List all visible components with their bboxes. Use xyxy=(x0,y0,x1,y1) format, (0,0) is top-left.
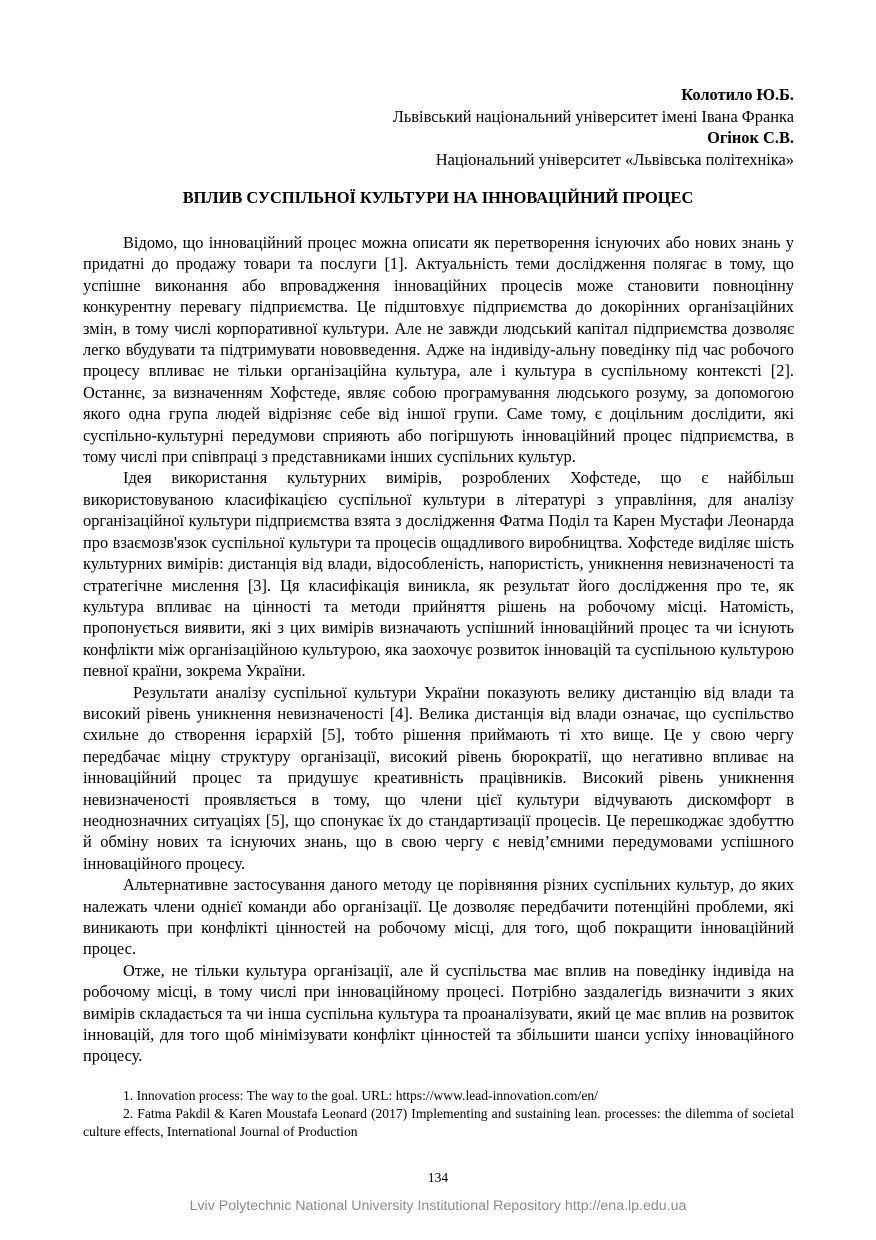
paragraph: Отже, не тільки культура організації, але й суспільства має вплив на поведінку індивіда на робочому місці, в тому числі при інноваційному процесі. Потрібно заздалегідь визначити з яких вимірів складається та чи інша суспільна культура та проаналізувати, який це має вплив на розвиток інновацій, для того щоб мінімізувати конфлікт цінностей та збільшити шанси успіху інноваційного процесу. xyxy=(83,960,794,1066)
author-affiliation: Львівський національний університет імені Івана Франка xyxy=(392,106,794,126)
reference-list xyxy=(83,1087,794,1141)
paragraph: Ідея використання культурних вимірів, розроблених Хофстеде, що є найбільш використовуваною класифікацією суспільної культури в літературі з управління, для аналізу організаційної культури підприємства взята з дослідження Фатма Поділ та Карен Мустафи Леонарда про взаємозв'язок суспільної культури та процесів ощадливого виробництва. Хофстеде виділяє шість культурних вимірів: дистанція від влади, відособленість, напористість, уникнення невизначеності та стратегічне мислення [3]. Ця класифікація виникла, як результат його дослідження про те, як культура впливає на цінності та методи прийняття рішень на робочому місці. Натомість, пропонується виявити, які з цих вимірів визначають успішний інноваційний процес та чи існують конфлікти між організаційною культурою, яка заохочує розвиток інновацій та суспільною культурою певної країни, зокрема України. xyxy=(83,468,794,681)
author-affiliation: Національний університет «Львівська політехніка» xyxy=(435,149,794,169)
page-number: 134 xyxy=(427,1170,449,1185)
author-block xyxy=(94,84,794,170)
paragraph: Відомо, що інноваційний процес можна описати як перетворення існуючих або нових знань у придатні до продажу товари та послуги [1]. Актуальність теми дослідження полягає в тому, що успішне виконання або впровадження інноваційних процесів може становити повноцінну конкурентну перевагу підприємства. Це підштовхує підприємства до докорінних організаційних змін, в тому числі корпоративної культури. Але не завжди людський капітал підприємства дозволяє легко вбудувати та підтримувати нововведення. Адже на індивіду-альну поведінку під час робочого процесу впливає не тільки організаційна культура, але і культура в суспільному контексті [2]. Останнє, за визначенням Хофстеде, являє собою програмування людського розуму, за допомогою якого одна група людей відрізняє себе від іншої групи. Саме тому, є доцільним дослідити, які суспільно-культурні передумови сприяють або погіршують інноваційний процес підприємства, в тому числі при співпраці з представниками інших суспільних культур. xyxy=(83,233,794,467)
author-name: Огінок С.В. xyxy=(707,128,794,147)
body-text xyxy=(83,232,794,1067)
reference-item: 1. Innovation process: The way to the goal. URL: https://www.lead-innovation.com/en/ xyxy=(123,1088,598,1103)
author-name: Колотило Ю.Б. xyxy=(681,85,794,104)
paper-title: ВПЛИВ СУСПІЛЬНОЇ КУЛЬТУРИ НА ІННОВАЦІЙНИЙ ПРОЦЕС xyxy=(182,188,694,207)
repository-footer: Lviv Polytechnic National University Institutional Repository http://ena.lp.edu.ua xyxy=(189,1198,687,1214)
paragraph: Альтернативне застосування даного методу це порівняння різних суспільних культур, до яких належать члени однієї команди або організації. Це дозволяє передбачити потенційні проблеми, які виникають при конфлікті цінностей на робочому місці, для того, щоб покращити інноваційний процес. xyxy=(83,875,794,959)
paragraph: Результати аналізу суспільної культури України показують велику дистанцію від влади та високий рівень уникнення невизначеності [4]. Велика дистанція від влади означає, що суспільство схильне до створення ієрархій [5], тобто рішення приймають ті хто вище. Це у свою чергу передбачає міцну структуру організації, високий рівень бюрократії, що негативно впливає на інноваційний процес та придушує креативність працівників. Високий рівень уникнення невизначеності проявляється в тому, що члени цієї культури відчувають дискомфорт в неоднозначних ситуаціях [5], що спонукає їх до стандартизації процесів. Це перешкоджає здобуттю й обміну нових та існуючих знань, що в свою чергу є невід’ємними передумовами успішного інноваційного процесу. xyxy=(83,682,794,873)
reference-item: 2. Fatma Pakdil & Karen Moustafa Leonard (2017) Implementing and sustaining lean. processes: the dilemma of societal culture effects, International Journal of Production xyxy=(83,1106,794,1139)
